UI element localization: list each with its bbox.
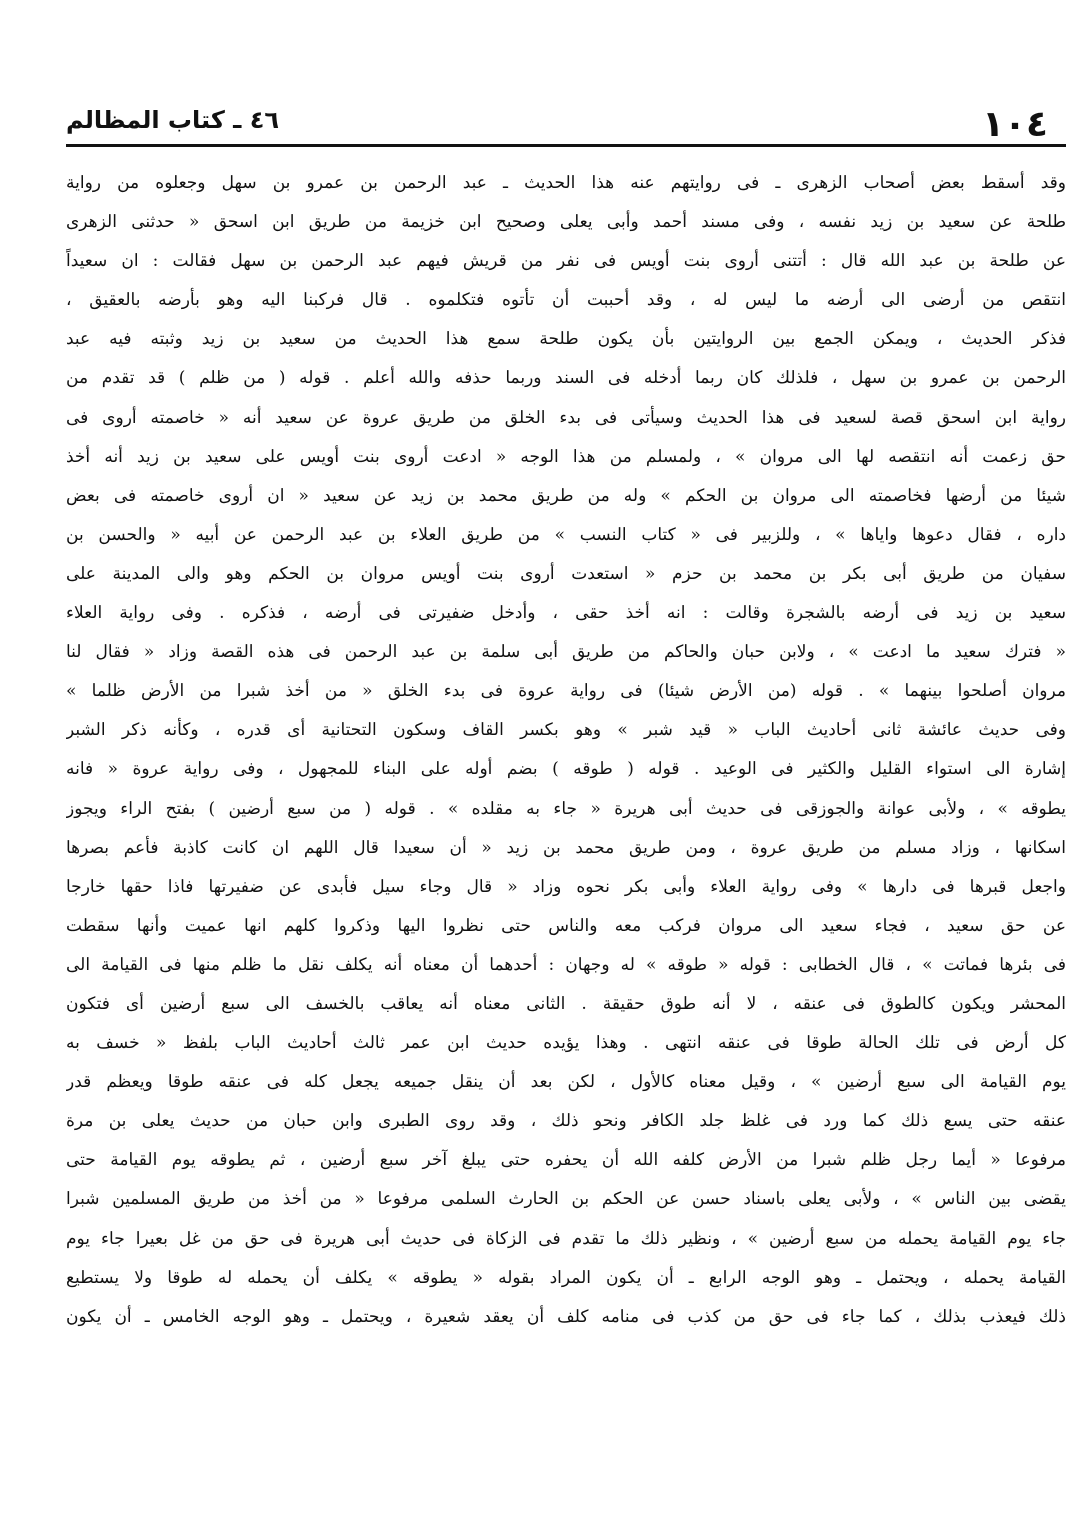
text-line: إشارة الى استواء القليل والكثير فى الوعيد . قوله ( طوقه ) بضم أوله على البناء للمجهول ، وفى رواية عروة « فانه [66, 759, 1066, 780]
text-line: الرحمن بن عمرو بن سهل ، فلذلك كان ربما أدخله فى السند وربما حذفه والله أعلم . قوله ( من ظلم ) قد تقدم من [66, 368, 1066, 389]
text-line: عن حق سعيد ، فجاء سعيد الى مروان فركب معه والناس حتى نظروا اليها وذكروا كلهم انها عميت وأنها سقطت [66, 915, 1066, 936]
text-line: المحشر ويكون كالطوق فى عنقه ، لا أنه طوق حقيقة . الثانى معناه أنه يعاقب بالخسف الى سبع أرضين أى فتكون [66, 993, 1066, 1014]
text-line: مرفوعا « أيما رجل ظلم شبرا من الأرض كلفه الله أن يحفره حتى يبلغ آخر سبع أرضين ، ثم يطوقه يوم القيامة حتى [66, 1150, 1066, 1171]
running-title: ٤٦ ـ كتاب المظالم [66, 106, 279, 134]
text-line: ذلك فيعذب بذلك ، كما جاء فى حق من كذب فى منامه كلف أن يعقد شعيرة ، ويحتمل ـ وهو الوجه الخامس ـ أن يكون [66, 1306, 1066, 1327]
text-line: مروان أصلحوا بينهما » . قوله (من الأرض شيئا) فى رواية عروة فى بدء الخلق « من أخذ شبرا من الأرض ظلما » [66, 681, 1066, 702]
text-line: جاء يوم القيامة يحمله من سبع أرضين » ، ونظير ذلك ما تقدم فى الزكاة فى حديث أبى هريرة فى حق من غل بعيرا جاء يوم [66, 1228, 1066, 1249]
page-number: ١٠٤ [982, 104, 1048, 145]
body-text [66, 164, 1066, 1337]
text-line: فى بئرها فماتت » ، قال الخطابى : قوله « طوقه » له وجهان : أحدهما أن معناه أنه يكلف نقل ما ظلم منها فى القيامة الى [66, 954, 1066, 975]
text-line: كل أرض فى تلك الحالة طوقا فى عنقه انتهى . وهذا يؤيده حديث ابن عمر ثالث أحاديث الباب بلفظ « خسف به [66, 1033, 1066, 1054]
text-line: فذكر الحديث ، ويمكن الجمع بين الروايتين بأن يكون طلحة سمع هذا الحديث من سعيد بن زيد وثبته فيه عبد [66, 329, 1066, 350]
text-line: عنقه حتى يسع ذلك كما ورد فى غلظ جلد الكافر ونحو ذلك ، وقد روى الطبرى وابن حبان من حديث يعلى بن مرة [66, 1111, 1066, 1132]
text-line: واجعل قبرها فى دارها » وفى رواية العلاء وأبى بكر نحوه وزاد « قال وجاء سيل فأبدى عن ضفيرتها فاذا حقها خارجا [66, 876, 1066, 897]
text-line: عن طلحة بن عبد الله قال : أتتنى أروى بنت أويس فى نفر من قريش فيهم عبد الرحمن بن سهل فقالت : ان سعيداً [66, 251, 1066, 272]
text-line: يقضى بين الناس » ، ولأبى يعلى باسناد حسن عن الحكم بن الحارث السلمى مرفوعا « من أخذ من طريق المسلمين شبرا [66, 1189, 1066, 1210]
header-rule [66, 144, 1066, 147]
text-line: شيئا من أرضها فخاصمته الى مروان بن الحكم » وله من طريق محمد بن زيد عن سعيد « ان أروى خاصمته فى بعض [66, 485, 1066, 506]
text-line: اسكانها ، وزاد مسلم من طريق عروة ، ومن طريق محمد بن زيد « أن سعيدا قال اللهم ان كانت كاذبة فأعم بصرها [66, 837, 1066, 858]
book-page [66, 82, 1066, 1522]
text-line: « فترك سعيد ما ادعت » ، ولابن حبان والحاكم من طريق أبى سلمة بن عبد الرحمن فى هذه القصة وزاد « فقال لنا [66, 642, 1066, 663]
text-line: يطوقه » ، ولأبى عوانة والجوزقى فى حديث أبى هريرة « جاء به مقلده » . قوله ( من سبع أرضين ) بفتح الراء ويجوز [66, 798, 1066, 819]
text-line: سفيان من طريق أبى بكر بن محمد بن حزم « استعدت أروى بنت أويس مروان بن الحكم وهو والى المدينة على [66, 563, 1066, 584]
text-line: حق زعمت أنه انتقصه لها الى مروان » ، ولمسلم من هذا الوجه « ادعت أروى بنت أويس على سعيد بن زيد أنه أخذ [66, 446, 1066, 467]
text-line: داره ، فقال دعوها واياها » ، وللزبير فى « كتاب النسب » من طريق العلاء بن عبد الرحمن عن أبيه « والحسن بن [66, 524, 1066, 545]
text-line: رواية ابن اسحق قصة لسعيد فى هذا الحديث وسيأتى فى بدء الخلق من طريق عروة عن سعيد أنه « خاصمته أروى فى [66, 407, 1066, 428]
text-line: انتقص من أرضى الى أرضه ما ليس له ، وقد أحببت أن تأتوه فتكلموه . قال فركبنا اليه وهو بأرضه بالعقيق ، [66, 290, 1066, 311]
text-line: وقد أسقط بعض أصحاب الزهرى ـ فى روايتهم عنه هذا الحديث ـ عبد الرحمن بن عمرو بن سهل وجعلوه من رواية [66, 173, 1066, 193]
text-line: سعيد بن زيد فى أرضه بالشجرة وقالت : انه أخذ حقى ، وأدخل ضفيرتى فى أرضه ، فذكره . وفى رواية العلاء [66, 603, 1066, 624]
text-line: يوم القيامة الى سبع أرضين » ، وقيل معناه كالأول ، لكن بعد أن ينقل جميعه يجعل كله فى عنقه طوقا ويعظم قدر [66, 1072, 1066, 1093]
text-line: طلحة عن سعيد بن زيد نفسه ، وفى مسند أحمد وأبى يعلى وصحيح ابن خزيمة من طريق ابن اسحق « حدثنى الزهرى [66, 212, 1066, 233]
text-line: القيامة يحمله ، ويحتمل ـ وهو الوجه الرابع ـ أن يكون المراد بقوله « يطوقه » يكلف أن يحمله له طوقا ولا يستطيع [66, 1267, 1066, 1288]
page-header [66, 82, 1066, 152]
text-line: وفى حديث عائشة ثانى أحاديث الباب « قيد شبر » وهو بكسر القاف وسكون التحتانية أى قدره ، وكأنه ذكر الشبر [66, 720, 1066, 741]
